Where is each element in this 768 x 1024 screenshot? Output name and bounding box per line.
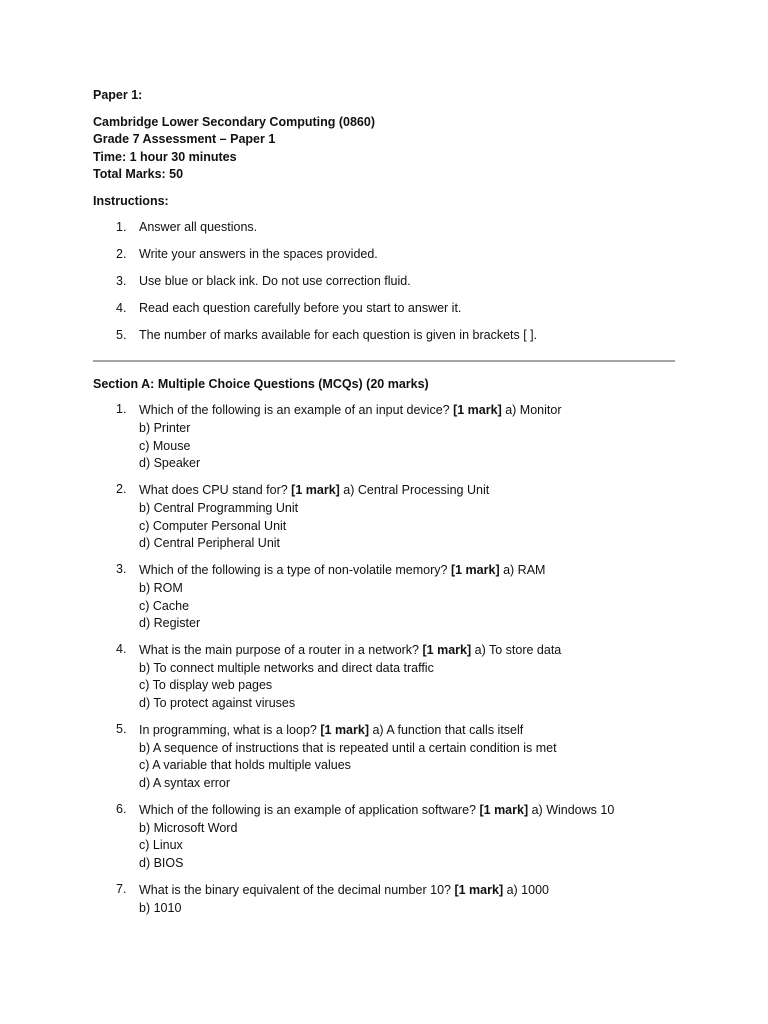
option-d: d) BIOS <box>139 856 184 870</box>
option-a: a) Monitor <box>505 403 562 418</box>
document-page <box>93 87 683 917</box>
option-c: c) Mouse <box>139 438 191 453</box>
instruction-number: 4. <box>116 301 127 316</box>
option-c: c) To display web pages <box>139 678 273 693</box>
paper-label: Paper 1: <box>93 88 143 102</box>
question-number: 7. <box>116 882 127 897</box>
question-item <box>93 642 683 712</box>
option-b: b) Central Programming Unit <box>139 500 299 515</box>
question-stem-line <box>139 482 683 500</box>
option-a: a) To store data <box>474 643 562 658</box>
assessment-title: Grade 7 Assessment – Paper 1 <box>93 132 276 146</box>
question-stem: Which of the following is an example of an input device? <box>139 403 450 418</box>
instruction-item <box>93 300 683 318</box>
question-item <box>93 562 683 632</box>
instruction-text: Read each question carefully before you start to answer it. <box>139 301 462 316</box>
instruction-number: 1. <box>116 220 127 234</box>
option-a: a) 1000 <box>506 883 549 898</box>
instruction-item <box>93 273 683 291</box>
option-a: a) A function that calls itself <box>372 723 524 738</box>
question-stem-line <box>139 722 683 740</box>
option-a: a) Central Processing Unit <box>343 483 490 498</box>
question-number: 6. <box>116 802 127 817</box>
option-d: d) To protect against viruses <box>139 696 296 711</box>
option-b: b) Microsoft Word <box>139 820 238 835</box>
question-marks: [1 mark] <box>479 803 529 818</box>
question-stem: What is the main purpose of a router in a network? <box>139 643 420 658</box>
option-b: b) 1010 <box>139 900 182 915</box>
option-b: b) ROM <box>139 580 183 595</box>
instructions-list <box>93 219 683 345</box>
instruction-text: The number of marks available for each question is given in brackets [ ]. <box>139 328 538 343</box>
question-stem-line <box>139 402 683 420</box>
question-marks: [1 mark] <box>422 643 472 658</box>
instruction-number: 3. <box>116 274 127 289</box>
instruction-text: Write your answers in the spaces provided. <box>139 247 378 262</box>
instruction-item <box>93 246 683 264</box>
course-title: Cambridge Lower Secondary Computing (0860) <box>93 114 375 129</box>
question-number: 5. <box>116 722 127 737</box>
option-a: a) Windows 10 <box>531 803 615 818</box>
question-marks: [1 mark] <box>454 883 504 898</box>
option-c: c) A variable that holds multiple values <box>139 758 351 773</box>
option-b: b) Printer <box>139 420 191 435</box>
question-stem: In programming, what is a loop? <box>139 723 317 738</box>
question-item <box>93 402 683 472</box>
question-marks: [1 mark] <box>450 563 500 578</box>
instruction-item <box>93 327 683 345</box>
question-number: 3. <box>116 562 127 577</box>
instruction-number: 5. <box>116 328 127 343</box>
question-stem: What does CPU stand for? <box>139 483 288 498</box>
section-a-heading: Section A: Multiple Choice Questions (MCQs) (20 marks) <box>93 376 429 391</box>
question-number: 2. <box>116 482 127 497</box>
paper-header-block <box>93 114 683 184</box>
option-d: d) A syntax error <box>139 776 231 791</box>
option-b: b) To connect multiple networks and direct data traffic <box>139 660 434 675</box>
question-number: 4. <box>116 642 127 657</box>
question-item <box>93 802 683 872</box>
option-c: c) Linux <box>139 838 183 853</box>
option-d: d) Central Peripheral Unit <box>139 536 281 551</box>
instruction-text: Answer all questions. <box>139 220 258 234</box>
option-b: b) A sequence of instructions that is repeated until a certain condition is met <box>139 740 557 755</box>
question-marks: [1 mark] <box>291 483 340 498</box>
section-divider <box>93 360 675 362</box>
question-item <box>93 482 683 552</box>
question-stem: Which of the following is a type of non-volatile memory? <box>139 563 448 578</box>
question-stem-line <box>139 882 683 900</box>
instruction-number: 2. <box>116 247 127 262</box>
question-item <box>93 722 683 792</box>
option-d: d) Register <box>139 616 201 631</box>
time-allowed: Time: 1 hour 30 minutes <box>93 149 237 164</box>
instruction-text: Use blue or black ink. Do not use correction fluid. <box>139 274 411 289</box>
question-number: 1. <box>116 402 127 417</box>
total-marks: Total Marks: 50 <box>93 167 184 181</box>
question-marks: [1 mark] <box>320 723 369 738</box>
option-d: d) Speaker <box>139 456 201 471</box>
question-stem: What is the binary equivalent of the decimal number 10? <box>139 883 451 898</box>
question-list <box>93 402 683 917</box>
option-a: a) RAM <box>503 563 546 578</box>
question-stem-line <box>139 562 683 580</box>
question-item <box>93 882 683 917</box>
option-c: c) Cache <box>139 598 190 613</box>
question-stem-line <box>139 642 683 660</box>
option-c: c) Computer Personal Unit <box>139 518 287 533</box>
question-stem: Which of the following is an example of application software? <box>139 803 476 818</box>
instruction-item <box>93 219 683 237</box>
instructions-heading: Instructions: <box>93 193 169 208</box>
question-marks: [1 mark] <box>453 403 502 418</box>
question-stem-line <box>139 802 683 820</box>
